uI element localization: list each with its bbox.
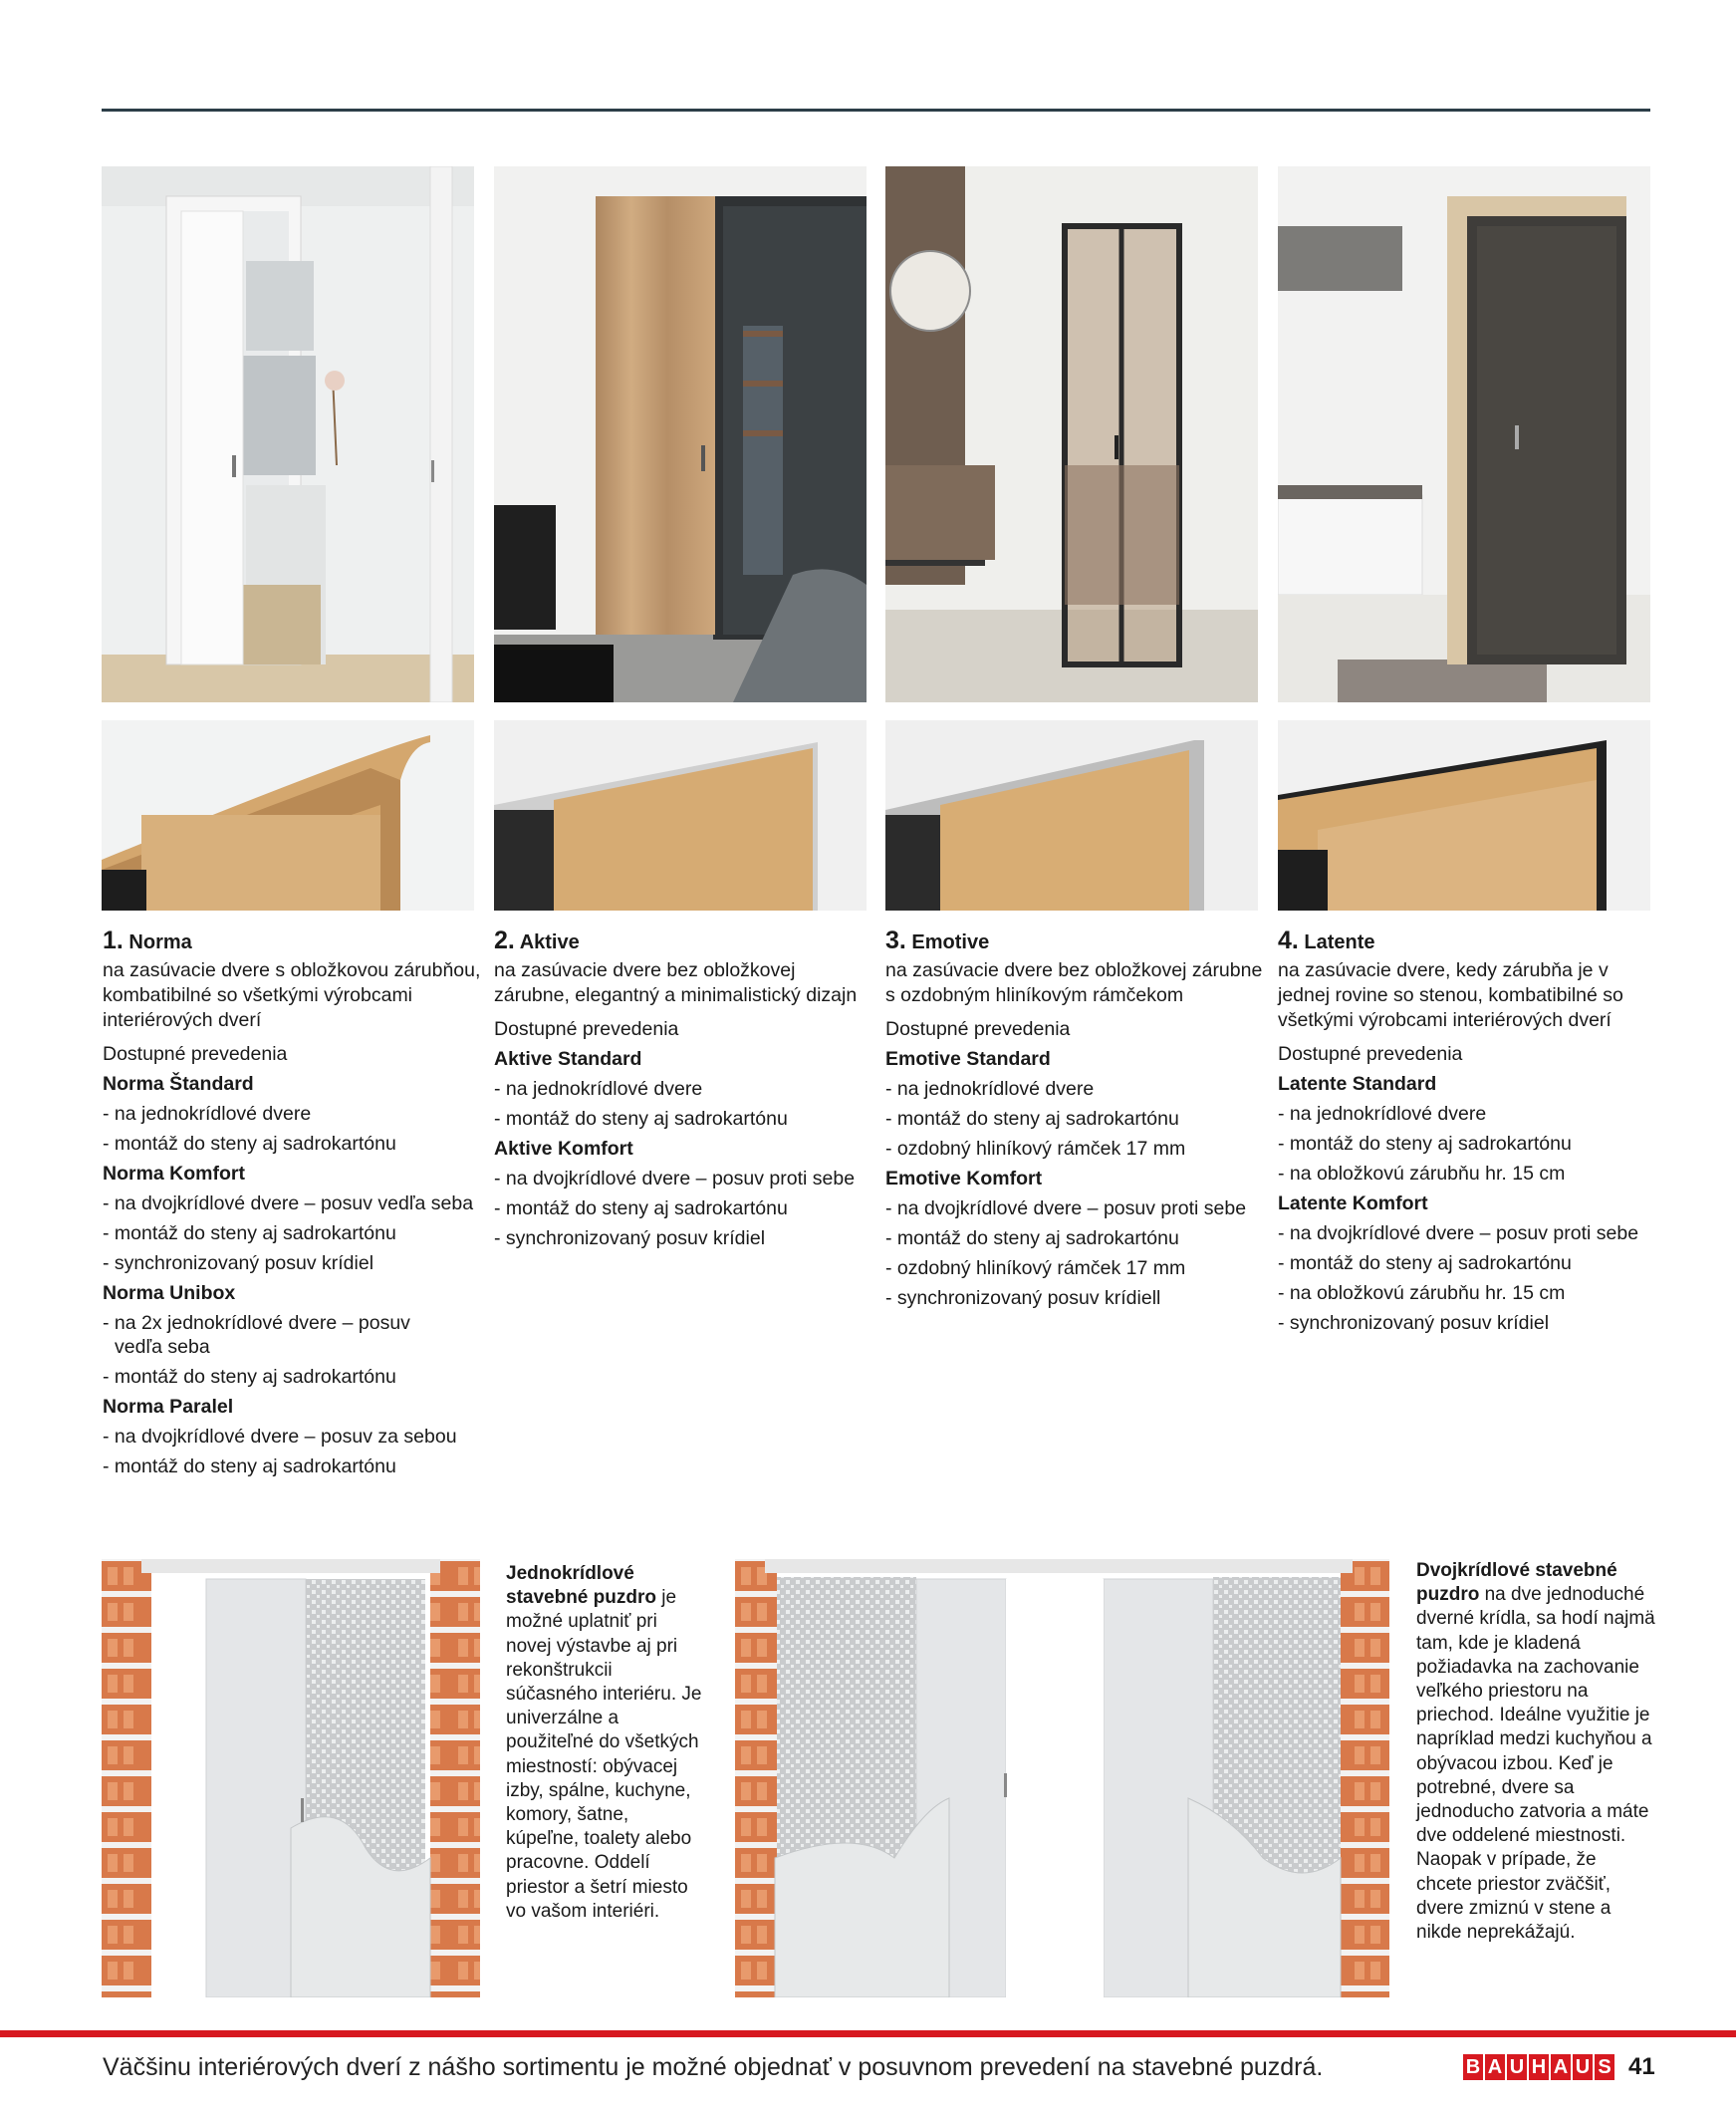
double-pocket-diagram [735,1559,1389,1997]
top-divider [102,109,1650,112]
product-title: 3. Emotive [885,926,990,954]
feature-item: - na dvojkrídlové dvere – posuv proti sebe [494,1168,856,1190]
feature-item: - na jednokrídlové dvere [885,1078,1095,1100]
product-norma [103,925,481,1481]
feature-item: - na obložkovú zárubňu hr. 15 cm [1278,1282,1566,1304]
product-title: 4. Latente [1278,926,1375,954]
variant-name: Norma Paralel [103,1396,234,1418]
feature-item: - montáž do steny aj sadrokartónu [103,1222,396,1244]
variant-name: Latente Standard [1278,1073,1437,1095]
variant-name: Norma Štandard [103,1073,254,1095]
emotive-frame-detail [885,720,1258,911]
variant-name: Emotive Standard [885,1048,1051,1070]
product-aktive [494,925,872,1253]
product-description: na zasúvacie dvere, kedy zárubňa je v jednej rovine so stenou, kombatibilné so všetkými výrobcami interiérových dverí [1278,959,1623,1031]
variant-name: Aktive Komfort [494,1138,633,1160]
feature-item: - montáž do steny aj sadrokartónu [1278,1252,1572,1274]
page-number: 41 [1628,2053,1655,2080]
feature-item: - ozdobný hliníkový rámček 17 mm [885,1257,1186,1279]
bauhaus-logo: B A U H A U S [1463,2054,1614,2080]
product-description: na zasúvacie dvere s obložkovou zárubňou, kombatibilné so všetkými výrobcami interiérových dverí [103,959,481,1031]
product-latente [1278,925,1656,1338]
aktive-frame-detail [494,720,867,911]
emotive-room-photo [885,166,1258,702]
product-description: na zasúvacie dvere bez obložkovej zárubne s ozdobným hliníkovým rámčekom [885,959,1263,1006]
variants-label: Dostupné prevedenia [494,1018,679,1040]
single-pocket-title: Jednokrídlové stavebné puzdro [506,1563,656,1609]
feature-item: - montáž do steny aj sadrokartónu [494,1197,788,1219]
norma-frame-detail [102,720,474,911]
aktive-room-photo [494,166,867,702]
feature-item: - ozdobný hliníkový rámček 17 mm [885,1138,1186,1160]
feature-item: - montáž do steny aj sadrokartónu [103,1455,396,1477]
variants-label: Dostupné prevedenia [885,1018,1071,1040]
footer-note: Väčšinu interiérových dverí z nášho sortimentu je možné objednať v posuvnom prevedení na stavebné puzdrá. [103,2053,1324,2081]
variants-label: Dostupné prevedenia [103,1043,288,1065]
feature-item: - montáž do steny aj sadrokartónu [885,1108,1179,1130]
variant-name: Emotive Komfort [885,1168,1043,1190]
single-pocket-diagram [102,1559,480,1997]
feature-item: - na 2x jednokrídlové dvere – posuv vedľa seba [103,1312,410,1358]
single-pocket-text: Jednokrídlové stavebné puzdro je možné uplatniť pri novej výstavbe aj pri rekonštrukcii súčasného interiéru. Je univerzálne a použiteľné do všetkých miestností: obývacej izby, spálne, kuchyne, komory, šatne, kúpeľne, toalety alebo pracovne. Oddelí priestor a šetrí miesto vo vašom interiéri. [506,1563,702,1922]
feature-item: - synchronizovaný posuv krídiell [885,1287,1161,1309]
feature-item: - na dvojkrídlové dvere – posuv proti sebe [1278,1222,1639,1244]
feature-item: - montáž do steny aj sadrokartónu [1278,1133,1572,1155]
feature-item: - synchronizovaný posuv krídiel [494,1227,766,1249]
footer-divider [0,2030,1736,2037]
product-title: 1. Norma [103,926,192,954]
feature-item: - montáž do steny aj sadrokartónu [885,1227,1179,1249]
product-title: 2. Aktive [494,926,580,954]
norma-room-photo [102,166,474,702]
feature-item: - na jednokrídlové dvere [103,1103,312,1125]
feature-item: - montáž do steny aj sadrokartónu [494,1108,788,1130]
variant-name: Norma Unibox [103,1282,236,1304]
feature-item: - montáž do steny aj sadrokartónu [103,1366,396,1388]
latente-frame-detail [1278,720,1650,911]
variant-name: Norma Komfort [103,1163,246,1185]
variants-label: Dostupné prevedenia [1278,1043,1463,1065]
feature-item: - na obložkovú zárubňu hr. 15 cm [1278,1163,1566,1185]
feature-item: - na jednokrídlové dvere [1278,1103,1487,1125]
product-emotive [885,925,1264,1313]
feature-item: - na jednokrídlové dvere [494,1078,703,1100]
feature-item: - synchronizovaný posuv krídiel [1278,1312,1550,1334]
variant-name: Aktive Standard [494,1048,642,1070]
feature-item: - synchronizovaný posuv krídiel [103,1252,374,1274]
variant-name: Latente Komfort [1278,1192,1428,1214]
feature-item: - montáž do steny aj sadrokartónu [103,1133,396,1155]
product-description: na zasúvacie dvere bez obložkovej zárubne, elegantný a minimalistický dizajn [494,959,858,1006]
double-pocket-text: Dvojkrídlové stavebné puzdro na dve jednoduché dverné krídla, sa hodí najmä tam, kde je kladená požiadavka na zachovanie veľkého priestoru na priechod. Ideálne využitie je napríklad medzi kuchyňou a obývacou izbou. Keď je potrebné, dvere sa jednoducho zatvoria a máte dve oddelené miestnosti. Naopak v prípade, že chcete priestor zväčšiť, dvere zmiznú v stene a nikde neprekážajú. [1416,1560,1655,1944]
feature-item: - na dvojkrídlové dvere – posuv za sebou [103,1426,457,1448]
latente-room-photo [1278,166,1650,702]
feature-item: - na dvojkrídlové dvere – posuv vedľa seba [103,1192,474,1214]
double-pocket-title: Dvojkrídlové stavebné puzdro [1416,1560,1617,1606]
feature-item: - na dvojkrídlové dvere – posuv proti sebe [885,1197,1247,1219]
